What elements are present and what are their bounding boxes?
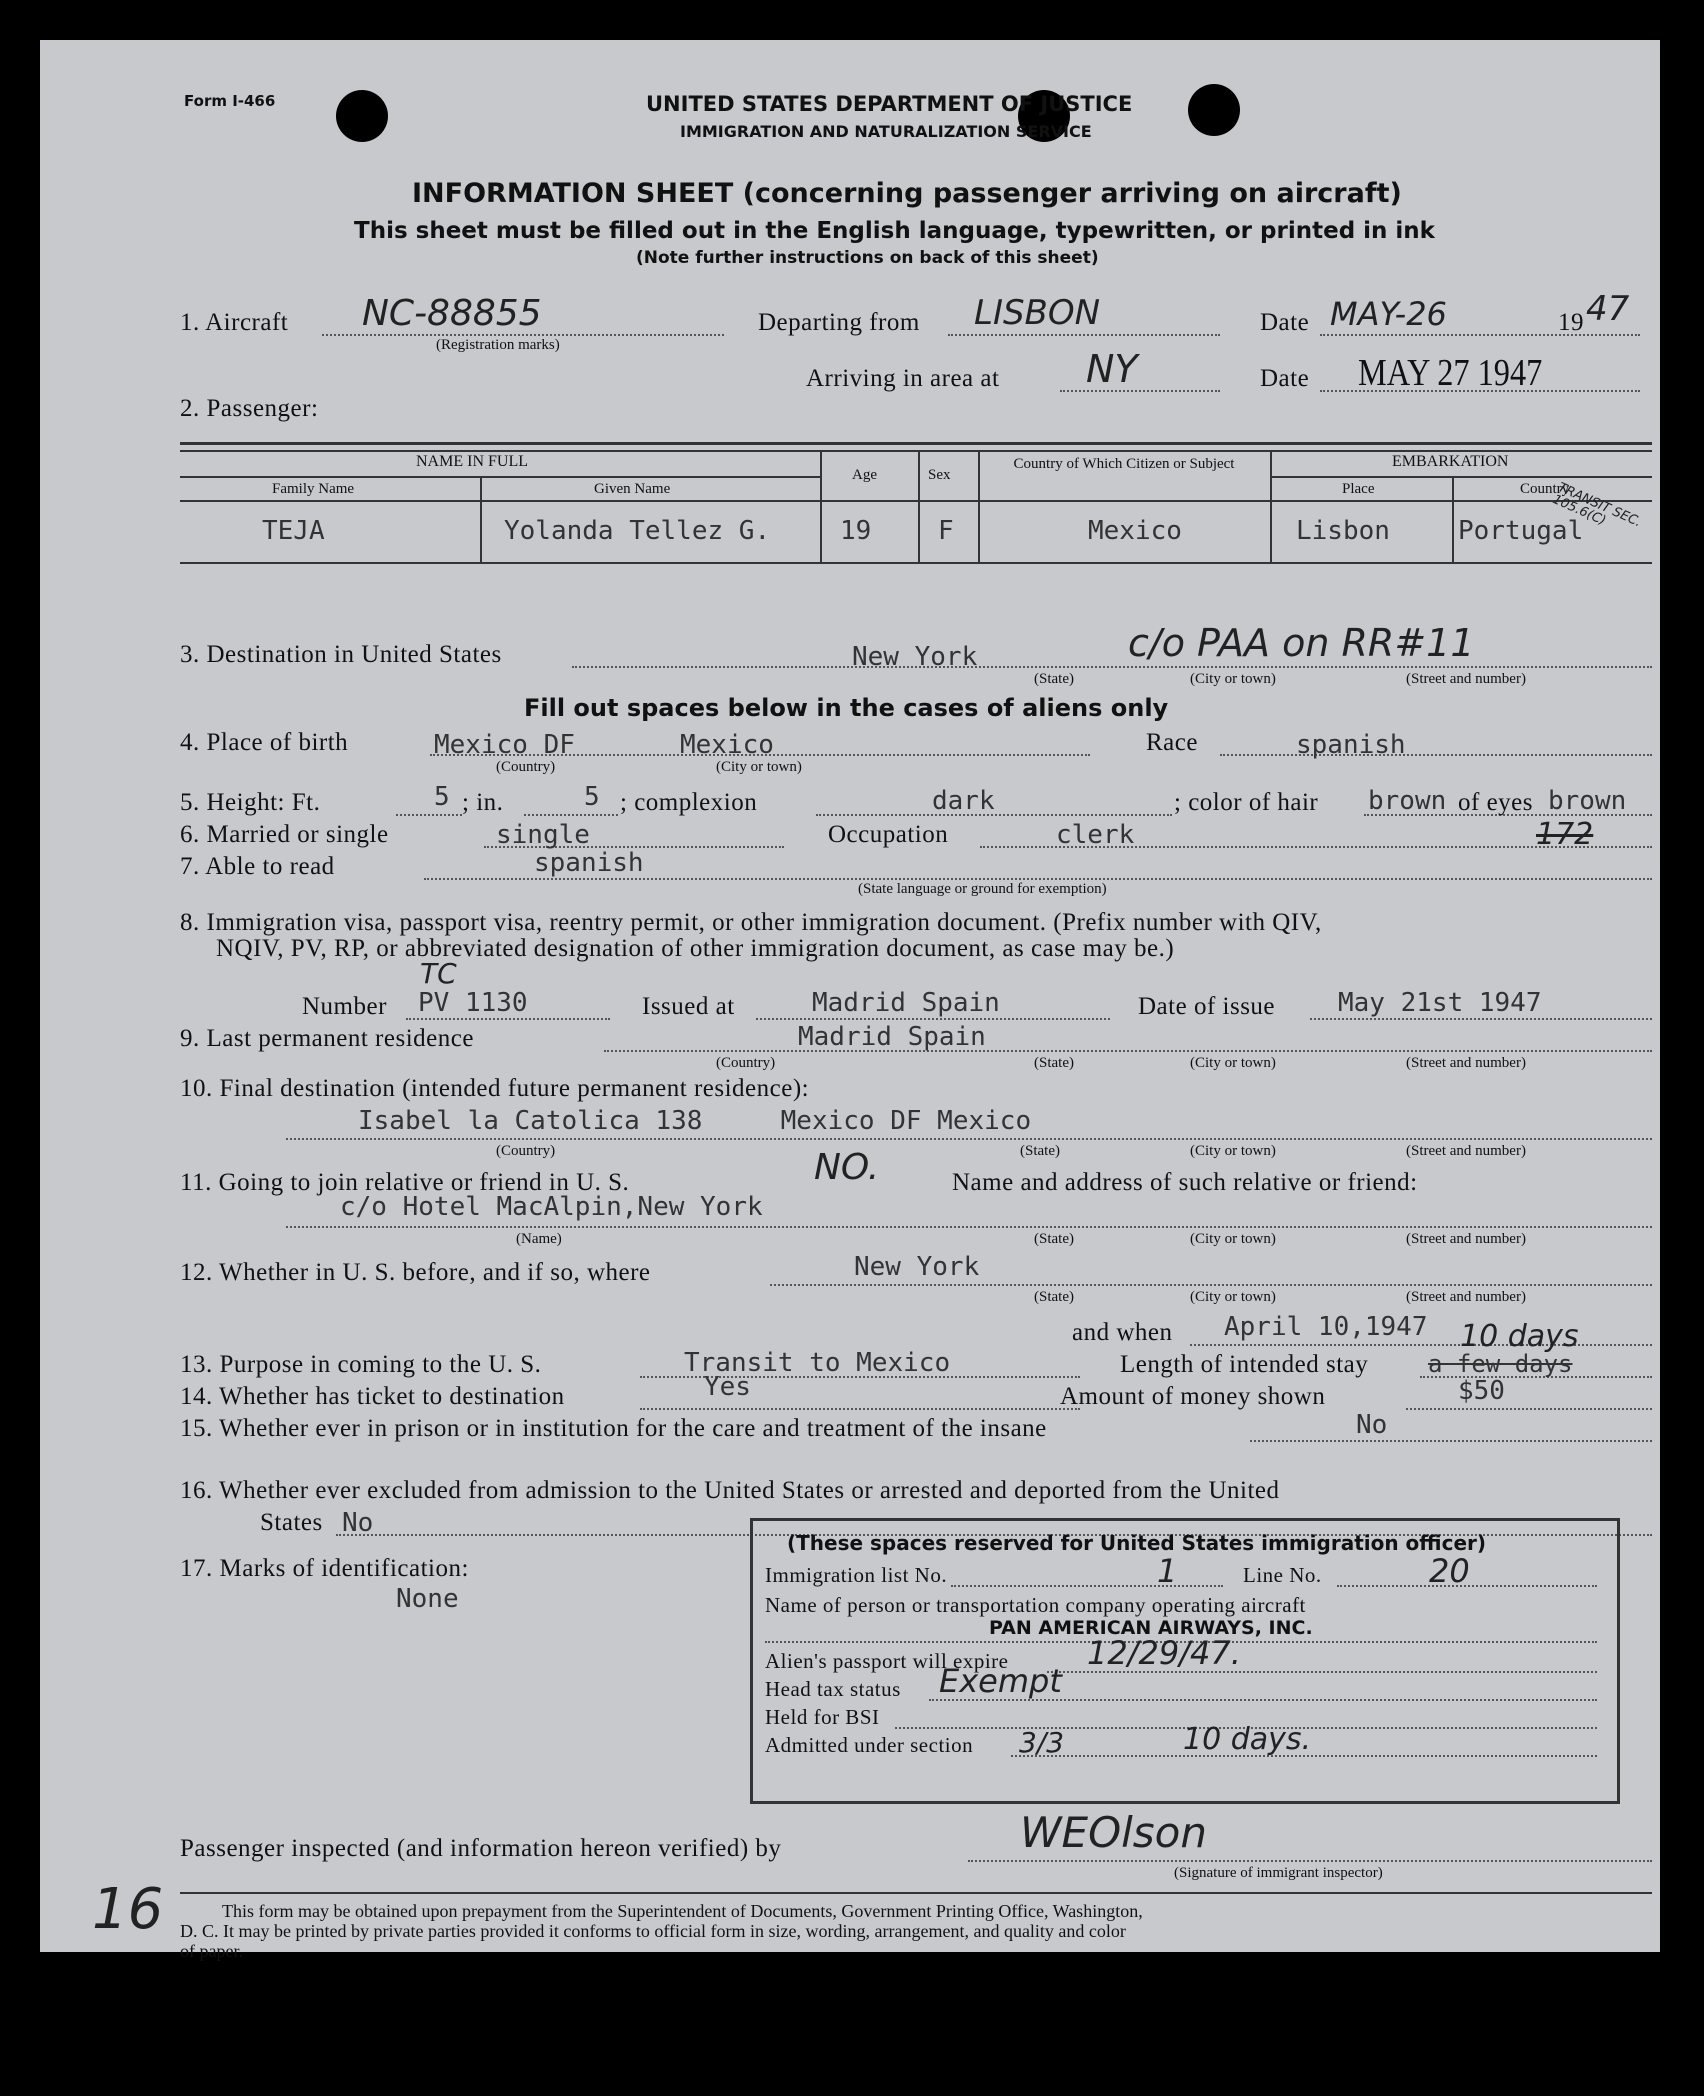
final-destination-value: Isabel la Catolica 138 Mexico DF Mexico [358,1106,1032,1136]
passport-expire-value: 12/29/47. [1087,1634,1241,1672]
ticket-value: Yes [704,1372,751,1402]
departing-value: LISBON [974,293,1101,333]
state-sub: (State) [1034,1231,1074,1247]
prison-value: No [1356,1410,1388,1440]
punch-hole [1188,84,1240,136]
arriving-label: Arriving in area at [806,365,1000,392]
purpose-label: 13. Purpose in coming to the U. S. [180,1351,542,1378]
aliens-heading: Fill out spaces below in the cases of aliens only [524,694,1169,722]
city-sub: (City or town) [1190,1055,1276,1071]
page-mark: 16 [92,1877,164,1942]
document-label-line2: NQIV, PV, RP, or abbreviated designation of other immigration document, as case may be.) [216,935,1175,962]
departure-year: 47 [1586,289,1630,329]
head-tax-label: Head tax status [765,1677,901,1701]
previous-visit-where: New York [854,1252,980,1282]
state-sub: (State) [1034,671,1074,687]
citizenship-header: Country of Which Citizen or Subject [1013,456,1235,472]
state-sub: (State) [1034,1289,1074,1305]
company-label: Name of person or transportation company operating aircraft [765,1593,1306,1617]
departure-date: MAY-26 [1330,295,1447,333]
section-value: 3/3 [1019,1726,1065,1759]
passport-expire-label: Alien's passport will expire [765,1649,1009,1673]
excluded-value: No [342,1508,374,1538]
footer-line2: D. C. It may be printed by private parties provided it conforms to official form in size, wording, arrangement, and quality and color [180,1921,1126,1941]
street-sub: (Street and number) [1406,671,1526,687]
age-value: 19 [840,516,872,546]
form-number: Form I-466 [184,92,276,110]
birth-country: Mexico DF [434,730,575,760]
doi-value: May 21st 1947 [1338,988,1542,1018]
money-label: Amount of money shown [1060,1383,1326,1410]
citizenship-value: Mexico [1088,516,1182,546]
inspector-signature: WEOlson [1020,1808,1207,1857]
read-sub: (State language or ground for exemption) [858,881,1107,897]
arriving-value: NY [1086,347,1138,391]
destination-state: New York [852,642,978,672]
embarkation-place: Lisbon [1296,516,1390,546]
city-sub: (City or town) [716,759,802,775]
aircraft-label: 1. Aircraft [180,309,289,336]
race-value: spanish [1296,730,1406,760]
excluded-label-line2: States [260,1509,323,1536]
doc-number-prefix: TC [420,957,457,990]
street-sub: (Street and number) [1406,1055,1526,1071]
list-no-value: 1 [1157,1552,1178,1590]
occupation-number: 172 [1536,817,1594,852]
doc-number: PV 1130 [418,988,528,1018]
city-sub: (City or town) [1190,1143,1276,1159]
section-label: Admitted under section [765,1733,974,1757]
country-sub: (Country) [496,1143,556,1159]
year-prefix: 19 [1558,309,1584,336]
aircraft-value: NC-88855 [362,293,542,334]
embarkation-country: Portugal [1458,516,1584,546]
excluded-label-line1: 16. Whether ever excluded from admission to the United States or arrested and deported from the United [180,1477,1280,1504]
ticket-label: 14. Whether has ticket to destination [180,1383,565,1410]
street-sub: (Street and number) [1406,1143,1526,1159]
age-header: Age [852,467,877,483]
city-sub: (City or town) [1190,671,1276,687]
company-value: PAN AMERICAN AIRWAYS, INC. [989,1617,1313,1639]
complexion-value: dark [932,786,995,816]
height-feet: 5 [434,782,450,812]
sex-value: F [938,516,954,546]
line-no-label: Line No. [1243,1563,1322,1587]
officer-heading: (These spaces reserved for United States immigration officer) [787,1531,1487,1555]
form-title: INFORMATION SHEET (concerning passenger arriving on aircraft) [412,178,1402,209]
country-sub: (Country) [496,759,556,775]
form-instruction: This sheet must be filled out in the English language, typewritten, or printed in ink [354,218,1435,244]
occupation-label: Occupation [828,821,949,848]
stay-handwritten: 10 days [1460,1319,1579,1354]
service-name: IMMIGRATION AND NATURALIZATION SERVICE [680,122,1092,141]
birth-city: Mexico [680,730,774,760]
hair-value: brown [1368,786,1447,816]
stay-label: Length of intended stay [1120,1351,1369,1378]
height-inches: 5 [584,782,600,812]
read-label: 7. Able to read [180,853,335,880]
inspected-label: Passenger inspected (and information hereon verified) by [180,1835,782,1862]
form-note: (Note further instructions on back of this sheet) [636,248,1099,268]
punch-hole [336,90,388,142]
city-sub: (City or town) [1190,1231,1276,1247]
place-header: Place [1342,481,1375,497]
complexion-label: ; complexion [620,789,758,816]
section-note: 10 days. [1183,1722,1312,1757]
birthplace-label: 4. Place of birth [180,729,349,756]
date-label: Date [1260,309,1310,336]
name-in-full-header: NAME IN FULL [416,453,528,470]
relative-value: c/o Hotel MacAlpin,New York [340,1192,763,1222]
family-name: TEJA [262,516,325,546]
previous-visit-when: April 10,1947 [1224,1312,1428,1342]
previous-visit-when-label: and when [1072,1319,1173,1346]
form-sheet [40,40,1660,1961]
final-destination-label: 10. Final destination (intended future permanent residence): [180,1075,810,1102]
department-name: UNITED STATES DEPARTMENT OF JUSTICE [646,92,1133,116]
issued-label: Issued at [642,993,735,1020]
residence-label: 9. Last permanent residence [180,1025,474,1052]
marks-value: None [396,1584,459,1614]
marks-label: 17. Marks of identification: [180,1555,469,1582]
country-sub: (Country) [716,1055,776,1071]
doi-label: Date of issue [1138,993,1276,1020]
family-name-header: Family Name [272,481,355,497]
arrival-date-label: Date [1260,365,1310,392]
given-name: Yolanda Tellez G. [504,516,771,546]
residence-value: Madrid Spain [798,1022,986,1052]
height-label: 5. Height: Ft. [180,789,321,816]
inches-label: ; in. [462,789,504,816]
destination-handwritten: c/o PAA on RR#11 [1128,621,1475,665]
prison-label: 15. Whether ever in prison or in institution for the care and treatment of the insane [180,1415,1047,1442]
marital-value: single [496,820,590,850]
race-label: Race [1146,729,1198,756]
previous-visit-label: 12. Whether in U. S. before, and if so, where [180,1259,651,1286]
hair-label: ; color of hair [1174,789,1319,816]
bsi-label: Held for BSI [765,1705,880,1729]
passenger-label: 2. Passenger: [180,395,319,422]
departing-label: Departing from [758,309,920,336]
signature-sub: (Signature of immigrant inspector) [1174,1865,1383,1881]
footer-line1: This form may be obtained upon prepayment from the Superintendent of Documents, Government Printing Office, Washington, [222,1901,1143,1921]
money-value: $50 [1458,1376,1505,1406]
given-name-header: Given Name [594,481,671,497]
issued-value: Madrid Spain [812,988,1000,1018]
name-sub: (Name) [516,1231,562,1247]
state-sub: (State) [1020,1143,1060,1159]
footer-line3: of paper. [180,1941,243,1961]
purpose-value: Transit to Mexico [684,1348,951,1378]
arrival-date-stamp: MAY 27 1947 [1358,352,1543,394]
city-sub: (City or town) [1190,1289,1276,1305]
eyes-value: brown [1548,786,1627,816]
transit-stamp: TRANSIT SEC. 105.6(C) [1550,480,1644,531]
country-header: Country [1520,481,1570,497]
document-label-line1: 8. Immigration visa, passport visa, reentry permit, or other immigration document. (Prefix number with QIV, [180,909,1322,936]
read-value: spanish [534,848,644,878]
street-sub: (Street and number) [1406,1231,1526,1247]
doc-number-label: Number [302,993,387,1020]
state-sub: (State) [1034,1055,1074,1071]
street-sub: (Street and number) [1406,1289,1526,1305]
destination-label: 3. Destination in United States [180,641,502,668]
occupation-value: clerk [1056,820,1135,850]
head-tax-value: Exempt [939,1662,1062,1700]
registration-sub: (Registration marks) [436,337,560,353]
marital-label: 6. Married or single [180,821,389,848]
stay-typed: a few days [1428,1350,1573,1378]
join-value: NO. [814,1147,880,1188]
officer-box [750,1518,1620,1804]
list-no-label: Immigration list No. [765,1563,948,1587]
join-label: 11. Going to join relative or friend in U. S. [180,1169,630,1196]
sex-header: Sex [928,467,951,483]
line-no-value: 20 [1429,1552,1470,1590]
embarkation-header: EMBARKATION [1392,453,1509,470]
eyes-label: of eyes [1458,789,1533,816]
relative-label: Name and address of such relative or friend: [952,1169,1418,1196]
